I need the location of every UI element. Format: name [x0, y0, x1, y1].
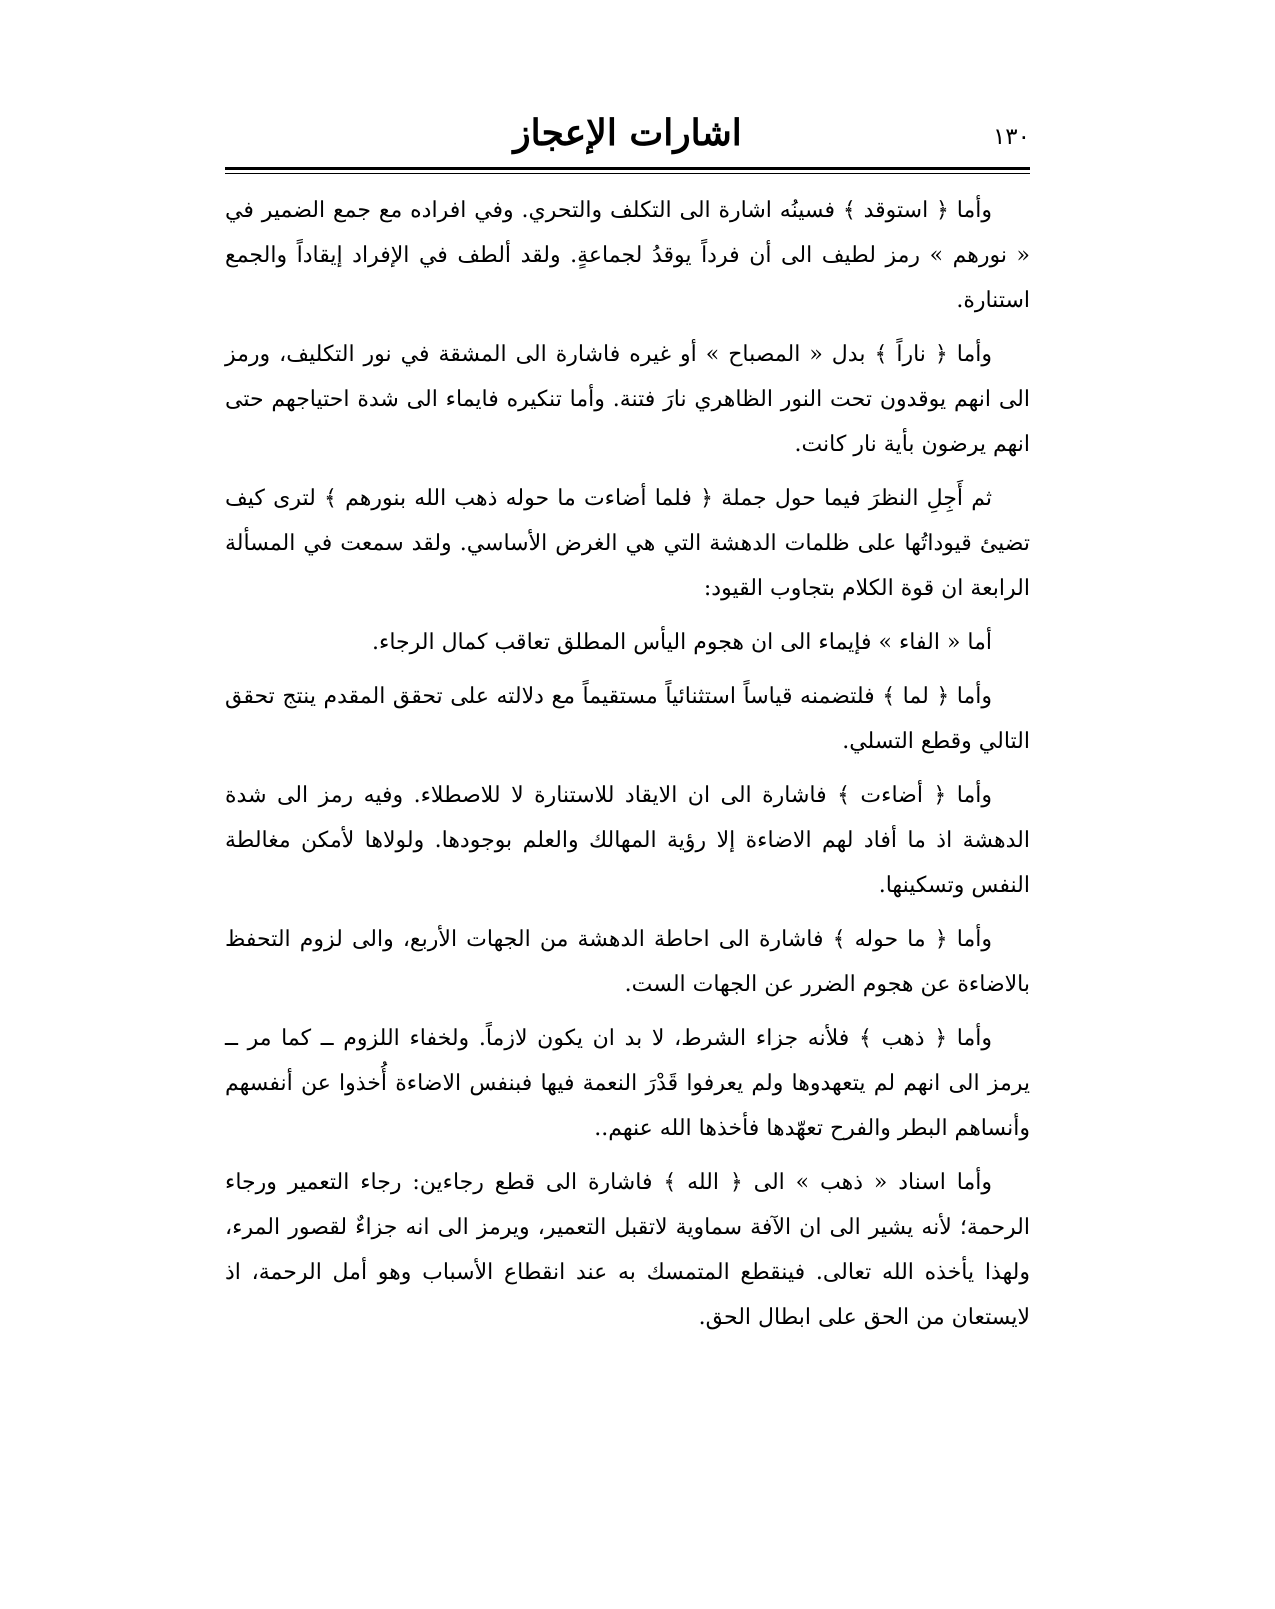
- body-text: [225, 188, 1030, 1349]
- paragraph-5: وأما ﴿ لما ﴾ فلتضمنه قياساً استثنائياً مستقيماً مع دلالته على تحقق المقدم ينتج تحقق التالي وقطع التسلي.: [225, 684, 1030, 754]
- paragraph-7: وأما ﴿ ما حوله ﴾ فاشارة الى احاطة الدهشة من الجهات الأربع، والى لزوم التحفظ بالاضاءة عن هجوم الضرر عن الجهات الست.: [225, 927, 1030, 997]
- page-number: ١٣٠: [992, 124, 1030, 150]
- page-header: [225, 112, 1030, 164]
- paragraph-9: وأما اسناد « ذهب » الى ﴿ الله ﴾ فاشارة الى قطع رجاءين: رجاء التعمير ورجاء الرحمة؛ لأنه يشير الى ان الآفة سماوية لاتقبل التعمير، ويرمز الى انه جزاءٌ لقصور المرء، ولهذا يأخذه الله تعالى. فينقطع المتمسك به عند انقطاع الأسباب وهو أمل الرحمة، اذ لايستعان من الحق على ابطال الحق.: [225, 1170, 1030, 1330]
- paragraph-2: وأما ﴿ ناراً ﴾ بدل « المصباح » أو غيره فاشارة الى المشقة في نور التكليف، ورمز الى انهم يوقدون تحت النور الظاهري نارَ فتنة. وأما تنكيره فايماء الى شدة احتياجهم حتى انهم يرضون بأية نار كانت.: [225, 342, 1030, 457]
- header-rule-thin: [225, 173, 1030, 174]
- paragraph-3: ثم أَجِلِ النظرَ فيما حول جملة ﴿ فلما أضاءت ما حوله ذهب الله بنورهم ﴾ لترى كيف تضيئ قيوداتُها على ظلمات الدهشة التي هي الغرض الأساسي. ولقد سمعت في المسألة الرابعة ان قوة الكلام بتجاوب القيود:: [225, 486, 1030, 601]
- paragraph-6: وأما ﴿ أضاءت ﴾ فاشارة الى ان الايقاد للاستنارة لا للاصطلاء. وفيه رمز الى شدة الدهشة اذ ما أفاد لهم الاضاءة إلا رؤية المهالك والعلم بوجودها. ولولاها لأمكن مغالطة النفس وتسكينها.: [225, 783, 1030, 898]
- paragraph-1: وأما ﴿ استوقد ﴾ فسينُه اشارة الى التكلف والتحري. وفي افراده مع جمع الضمير في « نورهم » رمز لطيف الى أن فرداً يوقدُ لجماعةٍ. ولقد ألطف في الإفراد إيقاداً والجمع استنارة.: [225, 198, 1030, 313]
- paragraph-8: وأما ﴿ ذهب ﴾ فلأنه جزاء الشرط، لا بد ان يكون لازماً. ولخفاء اللزوم ــ كما مر ــ يرمز الى انهم لم يتعهدوها ولم يعرفوا قَدْرَ النعمة فيها فبنفس الاضاءة أُخذوا عن أنفسهم وأنساهم البطر والفرح تعهّدها فأخذها الله عنهم..: [225, 1026, 1030, 1141]
- header-rule-thick: [225, 167, 1030, 170]
- running-title: اشارات الإعجاز: [513, 112, 742, 154]
- paragraph-4: أما « الفاء » فإيماء الى ان هجوم اليأس المطلق تعاقب كمال الرجاء.: [371, 630, 992, 655]
